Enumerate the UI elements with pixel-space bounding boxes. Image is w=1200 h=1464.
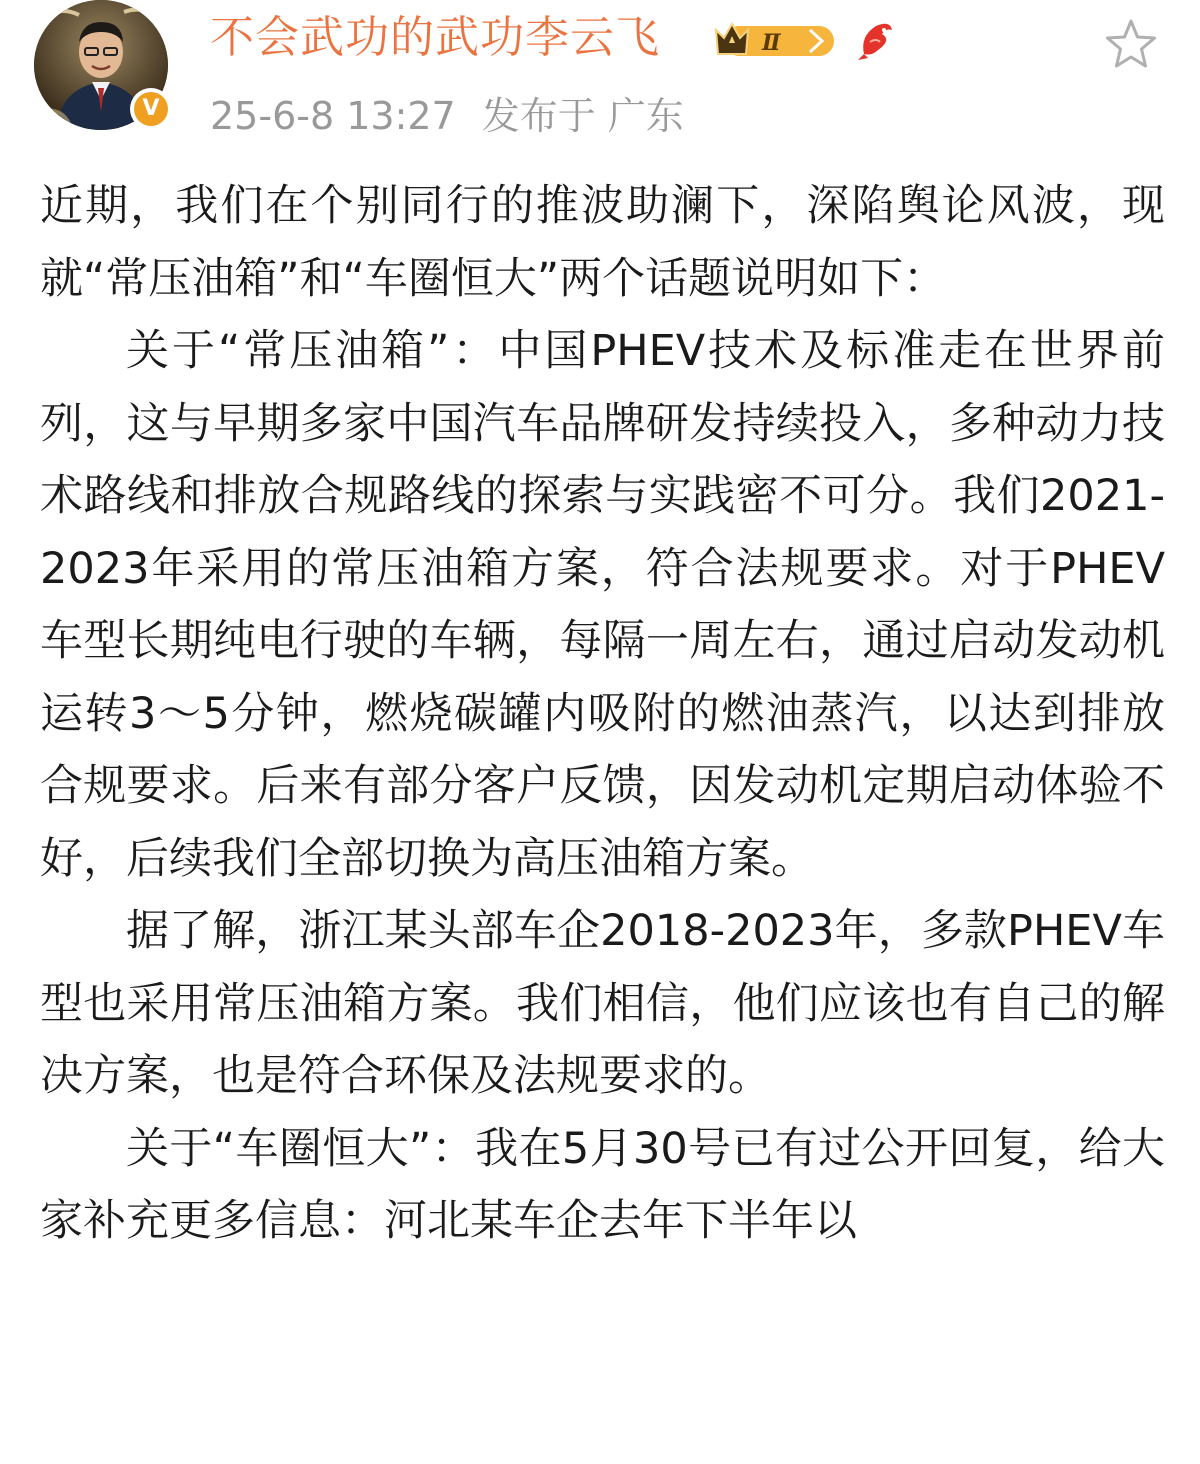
author-name[interactable]: 不会武功的武功李云飞	[210, 12, 660, 63]
verified-badge	[130, 88, 172, 130]
post-timestamp: 25-6-8 13:27	[210, 94, 456, 138]
post-header	[0, 0, 1200, 150]
post-paragraph-fuel-tank: 关于“常压油箱”：中国PHEV技术及标准走在世界前列，这与早期多家中国汽车品牌研发持续投入，多种动力技术路线和排放合规路线的探索与实践密不可分。我们2021-2023年采用的常压油箱方案，符合法规要求。对于PHEV车型长期纯电行驶的车辆，每隔一周左右，通过启动发动机运转3～5分钟，燃烧碳罐内吸附的燃油蒸汽，以达到排放合规要求。后来有部分客户反馈，因发动机定期启动体验不好，后续我们全部切换为高压油箱方案。	[40, 326, 1165, 884]
author-avatar[interactable]	[34, 0, 168, 130]
verified-v-icon: V	[134, 92, 168, 126]
post-paragraph-zhejiang: 据了解，浙江某头部车企2018-2023年，多款PHEV车型也采用常压油箱方案。我们相信，他们应该也有自己的解决方案，也是符合环保及法规要求的。	[40, 906, 1165, 1101]
star-outline-icon[interactable]	[1104, 18, 1158, 70]
post-body	[40, 170, 1165, 1464]
member-level-badge[interactable]	[714, 16, 838, 62]
koi-fish-icon	[856, 18, 896, 62]
member-level-text: Ⅱ	[762, 30, 781, 56]
post-paragraph-evergrande: 关于“车圈恒大”：我在5月30号已有过公开回复，给大家补充更多信息：河北某车企去年下半年以	[40, 1123, 1165, 1246]
published-label: 发布于	[481, 94, 596, 138]
post-location: 广东	[607, 94, 684, 138]
post-paragraph-intro: 近期，我们在个别同行的推波助澜下，深陷舆论风波，现就“常压油箱”和“车圈恒大”两个话题说明如下：	[40, 181, 1165, 304]
post-meta	[210, 92, 684, 140]
